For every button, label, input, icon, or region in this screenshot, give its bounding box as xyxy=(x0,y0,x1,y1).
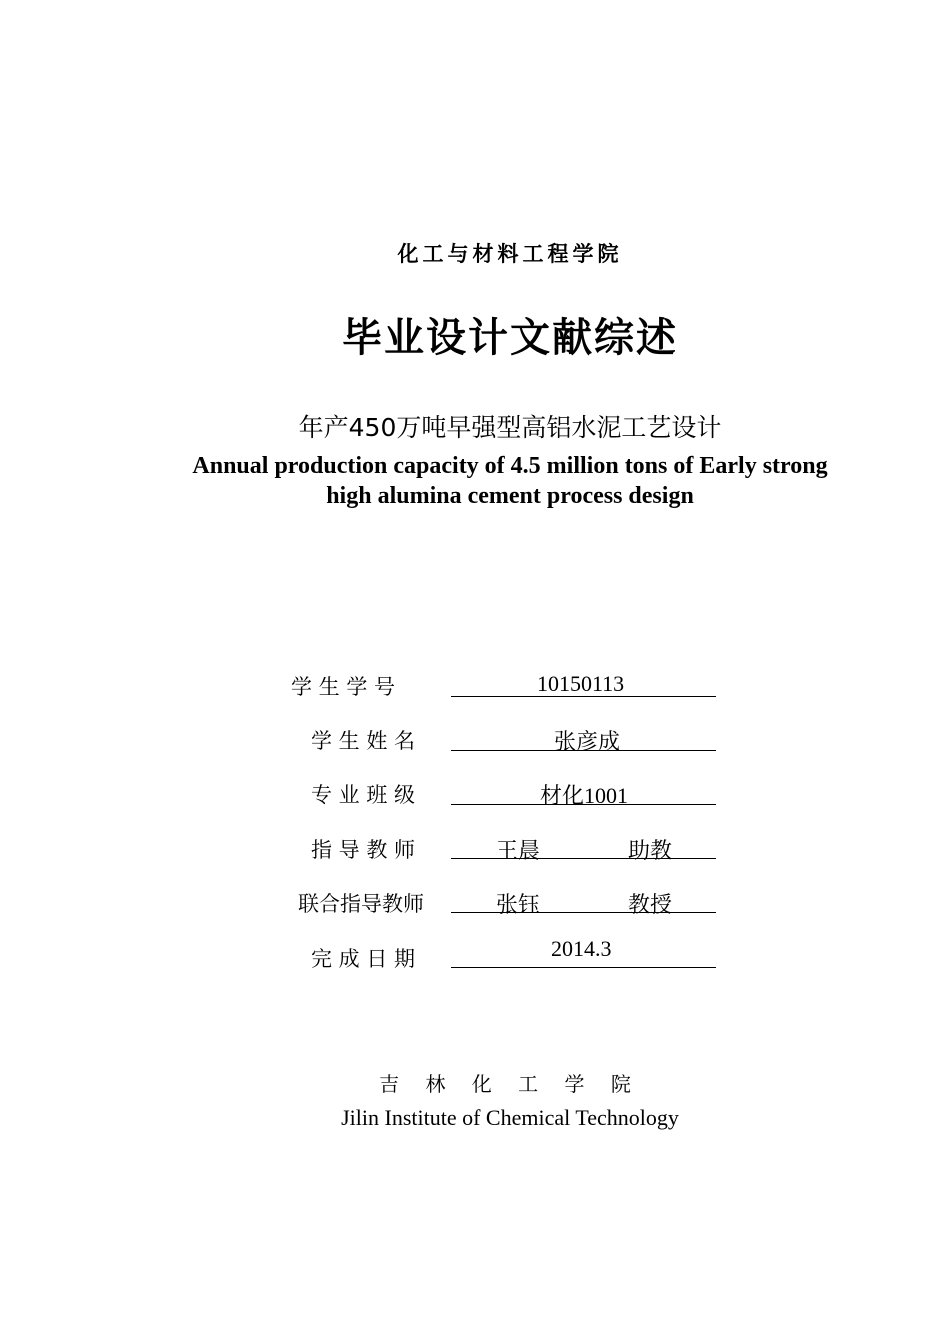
advisor-label: 指 导 教 师 xyxy=(311,838,416,862)
thesis-title-english xyxy=(100,451,920,511)
thesis-title-english-line1: Annual production capacity of 4.5 million tons of Early strong xyxy=(192,453,828,479)
completion-date-label: 完 成 日 期 xyxy=(311,947,416,971)
thesis-title-chinese: 年产450万吨早强型高铝水泥工艺设计 xyxy=(298,413,722,442)
advisor-name: 王晨 xyxy=(496,838,541,863)
major-class-label: 专 业 班 级 xyxy=(311,783,416,807)
major-class-value: 材化1001 xyxy=(540,783,629,808)
advisor-underline xyxy=(451,858,716,859)
advisor-title: 助教 xyxy=(628,838,673,863)
co-advisor-underline xyxy=(451,912,716,913)
student-name-label: 学 生 姓 名 xyxy=(311,729,416,753)
student-id-underline xyxy=(451,696,716,697)
co-advisor-label: 联合指导教师 xyxy=(298,892,424,916)
institute-name-chinese: 吉 林 化 工 学 院 xyxy=(379,1072,641,1096)
student-name-value: 张彦成 xyxy=(554,729,621,754)
student-name-underline xyxy=(451,750,716,751)
document-type-title: 毕业设计文献综述 xyxy=(342,315,678,361)
student-id-value: 10150113 xyxy=(537,671,625,696)
thesis-title-english-line2: high alumina cement process design xyxy=(326,483,694,509)
college-name: 化工与材料工程学院 xyxy=(397,242,623,266)
completion-date-underline xyxy=(451,967,716,968)
co-advisor-name: 张钰 xyxy=(496,892,541,917)
student-id-label: 学 生 学 号 xyxy=(291,675,396,699)
completion-date-value: 2014.3 xyxy=(551,936,612,961)
major-class-underline xyxy=(451,804,716,805)
institute-name-english: Jilin Institute of Chemical Technology xyxy=(341,1105,679,1130)
co-advisor-title: 教授 xyxy=(628,892,673,917)
